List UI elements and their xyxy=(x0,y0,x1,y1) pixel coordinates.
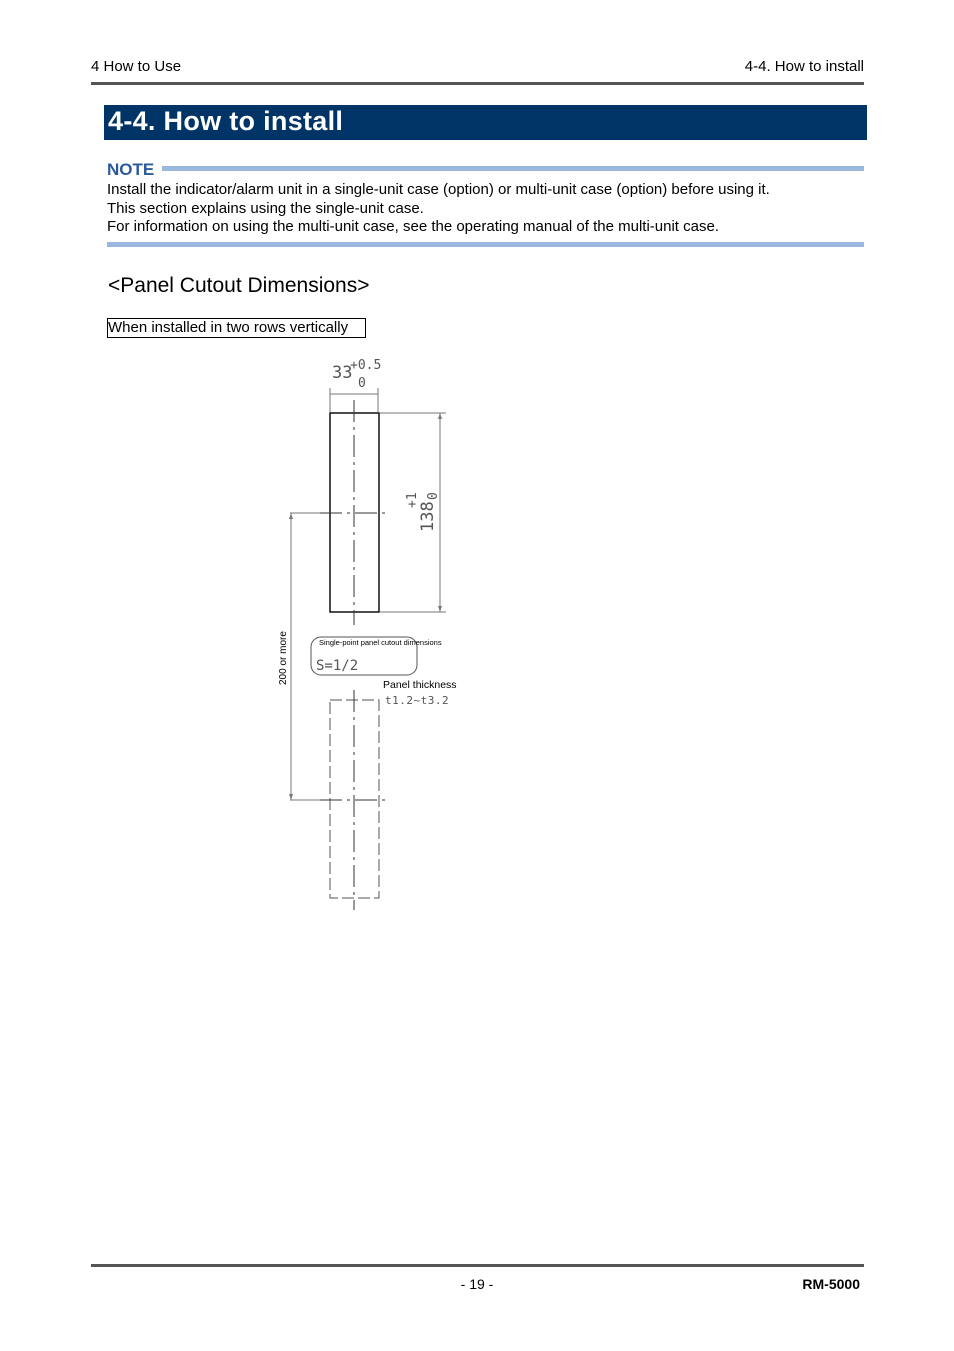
panel-cutout-heading: <Panel Cutout Dimensions> xyxy=(108,274,370,297)
header-section: 4-4. How to install xyxy=(744,58,864,75)
svg-text:Single-point panel cutout dime xyxy=(319,638,442,647)
model-name: RM-5000 xyxy=(802,1276,860,1292)
width-dimension: 33 xyxy=(332,363,353,383)
scale-text: S=1/2 xyxy=(316,658,359,674)
note-label: NOTE xyxy=(107,160,155,179)
width-tolerance-lower: 0 xyxy=(358,376,366,391)
height-tolerance-upper: +1 xyxy=(405,492,420,508)
section-title: 4-4. How to install xyxy=(108,106,344,136)
footer-rule xyxy=(91,1264,864,1267)
note-rule-top xyxy=(162,166,864,171)
section-title-bar xyxy=(104,105,867,140)
note-body xyxy=(107,181,770,237)
installation-case-label: When installed in two rows vertically xyxy=(107,318,366,338)
width-tolerance-upper: +0.5 xyxy=(350,358,382,373)
note-line: Install the indicator/alarm unit in a single-unit case (option) or multi-unit case (option) before using it. xyxy=(107,181,770,198)
panel-cutout-diagram xyxy=(270,350,490,920)
page-number: - 19 - xyxy=(460,1276,494,1292)
height-dimension: 138 xyxy=(418,501,438,532)
note-line: This section explains using the single-unit case. xyxy=(107,199,424,217)
spacing-dimension: 200 or more xyxy=(278,631,289,685)
note-line: For information on using the multi-unit case, see the operating manual of the multi-unit case. xyxy=(107,218,719,236)
note-rule-bottom xyxy=(107,242,864,247)
header-chapter: 4 How to Use xyxy=(91,58,182,75)
thickness-label: Panel thickness xyxy=(383,679,457,691)
height-tolerance-lower: 0 xyxy=(426,492,441,500)
thickness-value: t1.2~t3.2 xyxy=(385,694,450,707)
callout-title: Single-point panel cutout dimensions xyxy=(319,638,442,647)
header-rule xyxy=(91,82,864,85)
